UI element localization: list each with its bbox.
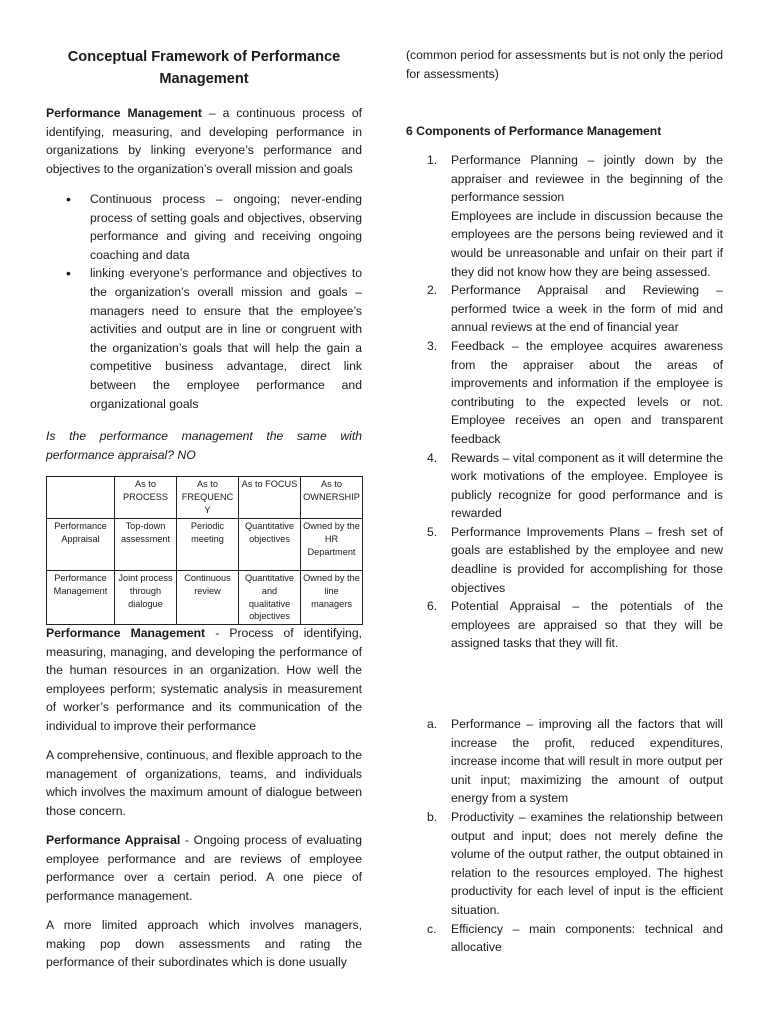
- list-item: [406, 715, 723, 808]
- pa-paragraph-2: A more limited approach which involves managers, making pop down assessments and rating the performance of their subordinates which is done usually: [46, 918, 362, 970]
- list-item: • Continuous process – ongoing; never-ending process of setting goals and objectives, observing performance and giving and receiving ongoing coaching and data: [46, 190, 362, 264]
- list-number: 6.: [427, 599, 438, 614]
- table-cell: Quantitative and qualitative objectives: [239, 570, 301, 625]
- table-cell: Quantitative objectives: [239, 518, 301, 570]
- component-extra: Employees are include in discussion because the employees are the persons being reviewed and it would be unreasonable and unfair on their part if they did not know how they are being assessed.: [451, 208, 723, 279]
- component-text: Performance Improvements Plans – fresh set of goals are established by the employee and new deadline is provided for accomplishing for those objectives: [451, 524, 723, 595]
- pm-term-2: Performance Management: [46, 626, 206, 640]
- pm-definition-2: [46, 624, 362, 736]
- continuation-text: (common period for assessments but is not only the period for assessments): [406, 48, 723, 81]
- list-number: 2.: [427, 283, 438, 298]
- comparison-question: Is the performance management the same with performance appraisal? NO: [46, 429, 362, 462]
- components-list: [406, 151, 723, 653]
- list-item: [406, 597, 723, 653]
- list-number: 4.: [427, 450, 438, 465]
- table-cell: Performance Appraisal: [47, 518, 115, 570]
- table-cell: Owned by the HR Department: [301, 518, 363, 570]
- list-letter: b.: [427, 809, 438, 824]
- component-text: Feedback – the employee acquires awareness from the appraiser about the areas of improvements and information if the employee is contributing to the expected levels or not. Employee receives an open and transparent feedback: [451, 338, 723, 446]
- comparison-table: [46, 476, 363, 625]
- list-letter: c.: [427, 921, 437, 936]
- table-cell: Continuous review: [177, 570, 239, 625]
- pm-bullet-list: [46, 190, 362, 413]
- component-text: Rewards – vital component as it will determine the work motivations of the employee. Employee is publicly recognize for good performance and is rewarded: [451, 450, 723, 521]
- table-header-row: [47, 477, 363, 519]
- pm-paragraph-2: A comprehensive, continuous, and flexible approach to the management of organizations, teams, and individuals which involves the maximum amount of dialogue between those concern.: [46, 748, 362, 818]
- list-number: 5.: [427, 524, 438, 539]
- list-number: 1.: [427, 153, 438, 167]
- table-header-cell: [47, 477, 115, 519]
- list-item: [406, 920, 723, 957]
- list-item: [406, 449, 723, 523]
- pm-definition-text: – a continuous process of identifying, measuring, and developing performance in organizations by linking everyone’s performance and objectives to the organization’s overall mission and goals: [46, 106, 362, 176]
- list-item: [406, 151, 723, 281]
- list-item: [406, 523, 723, 597]
- table-row: [47, 570, 363, 625]
- pm-definition: [46, 104, 362, 178]
- table-header-cell: As to FOCUS: [239, 477, 301, 519]
- component-text: Performance Planning – jointly down by the appraiser and reviewee in the beginning of the performance session: [451, 153, 723, 205]
- pm-definition-2-text: - Process of identifying, measuring, managing, and developing the performance of the human resources in an organization. How well the employees perform; systematic analysis in measurement of worker’s performance and its communication of the individual to improve their performance: [46, 626, 362, 733]
- table-header-cell: As to FREQUENCY: [177, 477, 239, 519]
- table-cell: Periodic meeting: [177, 518, 239, 570]
- list-item: [406, 281, 723, 337]
- table-cell: Top-down assessment: [115, 518, 177, 570]
- list-number: 3.: [427, 338, 438, 353]
- component-text: Potential Appraisal – the potentials of the employees are appraised so that they will be assigned tasks that they will fit.: [451, 599, 723, 651]
- table-row: [47, 518, 363, 570]
- terms-list: [406, 715, 723, 957]
- term-text: Performance – improving all the factors that will increase the profit, reduced expenditures, increase income that will result in more output per unit input; maximizing the amount of output energy from a system: [451, 717, 723, 806]
- term-text: Efficiency – main components: technical and allocative: [451, 921, 723, 955]
- list-item: [406, 337, 723, 449]
- table-header-cell: As to PROCESS: [115, 477, 177, 519]
- term-text: Productivity – examines the relationship between output and input; does not merely define the volume of the output rather, the output obtained in relation to the resources employed. The highest productivity for each level of input is the efficient situation.: [451, 809, 723, 917]
- table-cell: Performance Management: [47, 570, 115, 625]
- pa-definition: [46, 831, 362, 905]
- page-title: Conceptual Framework of Performance Management: [67, 49, 341, 87]
- pa-term: Performance Appraisal: [46, 833, 181, 847]
- table-cell: Owned by the line managers: [301, 570, 363, 625]
- list-item: [406, 808, 723, 920]
- pm-term: Performance Management: [46, 106, 202, 120]
- list-item: • linking everyone’s performance and objectives to the organization’s overall mission and goals – managers need to ensure that the employee’s activities and output are in line or congruent with the organization’s goals that will help the gain a competitive business advantage, direct link between the employee performance and organizational goals: [46, 264, 362, 413]
- pa-definition-text: - Ongoing process of evaluating employee performance and are reviews of employee performance over a certain period. A one piece of performance management.: [46, 833, 362, 903]
- table-cell: Joint process through dialogue: [115, 570, 177, 625]
- component-text: Performance Appraisal and Reviewing – performed twice a week in the form of mid and annual reviews at the end of financial year: [451, 283, 723, 335]
- list-letter: a.: [427, 717, 438, 731]
- table-header-cell: As to OWNERSHIP: [301, 477, 363, 519]
- components-heading: 6 Components of Performance Management: [406, 124, 662, 138]
